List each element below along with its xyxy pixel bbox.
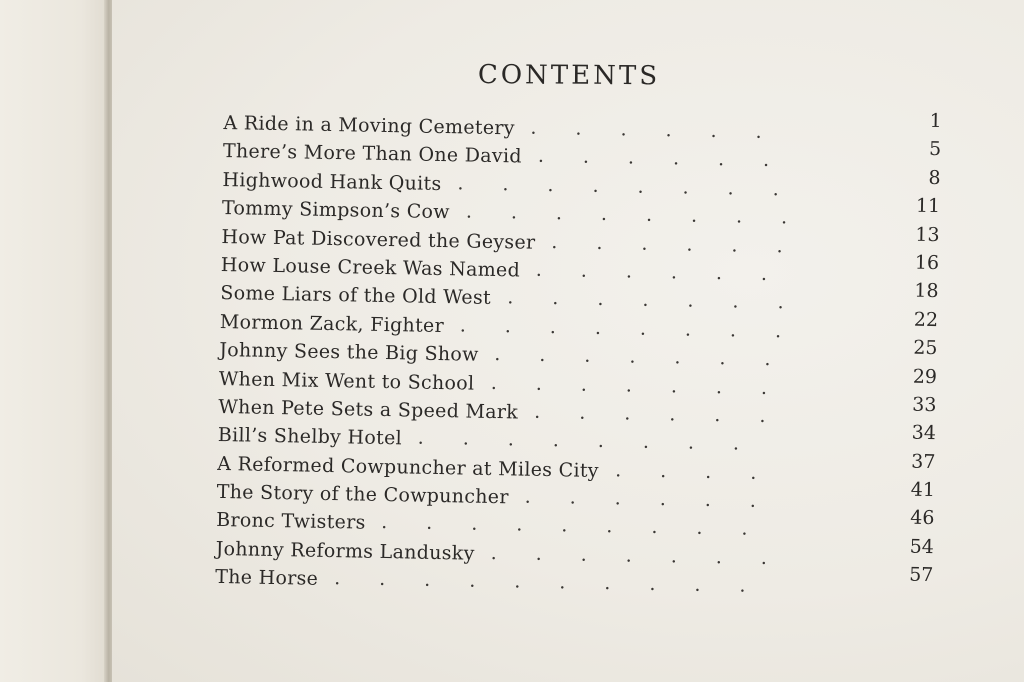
toc-entry-title: Johnny Sees the Big Show <box>219 339 479 366</box>
toc-entry-page-number: 13 <box>915 223 940 246</box>
dot-leader: ........ <box>457 172 818 201</box>
toc-entry-page-number: 46 <box>910 507 935 530</box>
dot-leader: ........ <box>459 314 821 343</box>
dot-leader: ........ <box>465 200 827 230</box>
toc-entry-page-number: 33 <box>912 393 937 417</box>
table-of-contents <box>214 97 964 598</box>
dot-leader: ...... <box>524 485 796 513</box>
dot-leader: ....... <box>490 371 807 400</box>
toc-entry-title: Tommy Simpson’s Cow <box>221 197 451 224</box>
toc-entry-title: There’s More Than One David <box>222 140 522 168</box>
toc-entry-title: Mormon Zack, Fighter <box>219 310 445 337</box>
toc-entry-title: When Pete Sets a Speed Mark <box>218 395 519 424</box>
dot-leader: ...... <box>535 258 807 286</box>
toc-entry-page-number: 37 <box>911 450 936 473</box>
toc-entry-title: Bronc Twisters <box>216 509 366 535</box>
toc-entry-title: The Horse <box>214 566 319 591</box>
dot-leader: ........ <box>417 426 779 456</box>
toc-entry-title: Highwood Hank Quits <box>222 168 442 195</box>
toc-entry-title: A Ride in a Moving Cemetery <box>223 111 515 140</box>
toc-entry-title: Some Liars of the Old West <box>220 282 492 310</box>
toc-entry-page-number: 25 <box>913 336 938 360</box>
dot-leader: .... <box>615 458 796 485</box>
toc-entry-page-number: 5 <box>928 138 942 161</box>
toc-entry-page-number: 22 <box>913 308 939 331</box>
toc-entry-page-number: 16 <box>914 251 940 275</box>
toc-entry-title: A Reformed Cowpuncher at Miles City <box>217 452 599 482</box>
toc-entry-title: The Story of the Cowpuncher <box>216 481 509 509</box>
dot-leader: ......... <box>381 511 787 541</box>
toc-entry-page-number: 54 <box>909 535 935 558</box>
dot-leader: ...... <box>551 230 822 258</box>
toc-entry-title: Bill’s Shelby Hotel <box>217 424 403 450</box>
dot-leader: ...... <box>530 116 801 144</box>
toc-entry-page-number: 34 <box>911 421 937 445</box>
dot-leader: ....... <box>494 343 810 371</box>
toc-entry-page-number: 8 <box>928 166 941 189</box>
toc-entry-title: When Mix Went to School <box>218 367 475 395</box>
toc-entry-page-number: 18 <box>914 280 939 303</box>
toc-entry-page-number: 41 <box>910 478 936 502</box>
toc-entry-page-number: 29 <box>912 365 938 388</box>
dot-leader: ....... <box>507 286 823 315</box>
toc-entry-title: How Louse Creek Was Named <box>220 253 521 282</box>
toc-entry-title: How Pat Discovered the Geyser <box>221 225 536 254</box>
left-page <box>0 0 108 682</box>
page-title: CONTENTS <box>477 60 661 92</box>
dot-leader: ...... <box>534 400 805 428</box>
toc-entry-page-number: 1 <box>929 109 942 133</box>
dot-leader: .......... <box>333 567 785 598</box>
toc-entry-title: Johnny Reforms Landusky <box>215 537 475 565</box>
dot-leader: ....... <box>490 541 807 570</box>
toc-entry-page-number: 57 <box>908 563 934 587</box>
dot-leader: ...... <box>537 145 809 173</box>
toc-entry-page-number: 11 <box>915 194 941 218</box>
